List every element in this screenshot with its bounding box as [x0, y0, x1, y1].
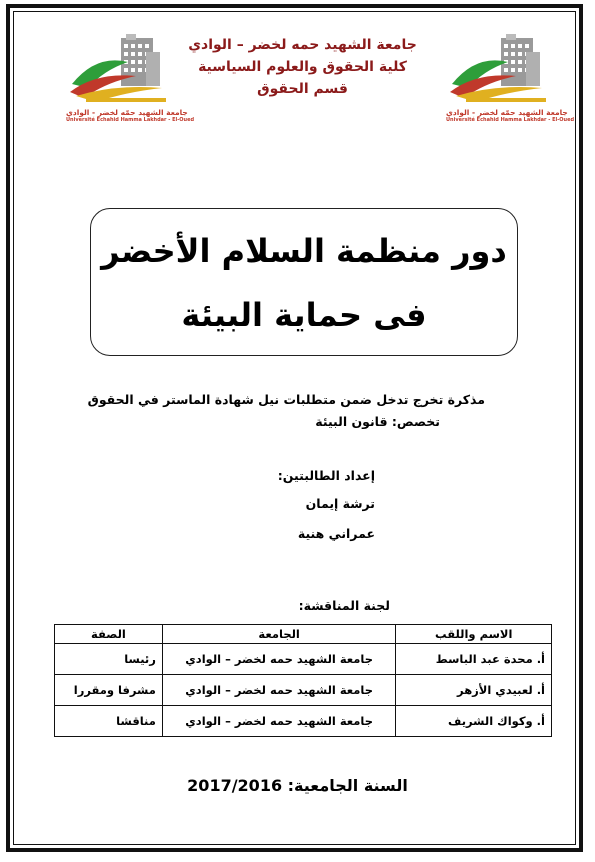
logo-caption-french: Université Echahid Hamma Lakhdar - El-Oued — [446, 117, 575, 123]
member-name: أ. محدة عبد الباسط — [396, 644, 552, 675]
table-row — [55, 644, 552, 675]
column-header-name: الاسم واللقب — [396, 625, 552, 644]
university-emblem-icon — [66, 32, 174, 110]
specialization: تخصص: قانون البيئة — [315, 414, 440, 429]
student-name: ترشة إيمان — [305, 496, 375, 511]
member-role: مشرفا ومقررا — [55, 675, 163, 706]
thesis-description: مذكرة تخرج تدخل ضمن متطلبات نيل شهادة الماستر في الحقوق — [87, 392, 485, 407]
university-logo-left — [66, 32, 195, 123]
student-name: عمراني هنية — [297, 526, 375, 541]
member-name: أ. وكواك الشريف — [396, 706, 552, 737]
table-row — [55, 675, 552, 706]
university-emblem-icon — [446, 32, 554, 110]
member-role: مناقشا — [55, 706, 163, 737]
university-logo-right — [446, 32, 575, 123]
member-role: رئيسا — [55, 644, 163, 675]
logo-caption-arabic: جامعة الشهيد حمّه لخضر - الوادي — [66, 108, 188, 117]
column-header-role: الصفة — [55, 625, 163, 644]
academic-year: السنة الجامعية: 2017/2016 — [187, 776, 408, 795]
member-university: جامعة الشهيد حمه لخضر – الوادي — [162, 706, 396, 737]
member-university: جامعة الشهيد حمه لخضر – الوادي — [162, 644, 396, 675]
column-header-university: الجامعة — [162, 625, 396, 644]
logo-caption-french: Université Echahid Hamma Lakhdar - El-Oued — [66, 117, 195, 123]
committee-label: لجنة المناقشة: — [298, 598, 390, 613]
table-row — [55, 706, 552, 737]
member-university: جامعة الشهيد حمه لخضر – الوادي — [162, 675, 396, 706]
thesis-title-line-1: دور منظمة السلام الأخضر — [101, 232, 507, 270]
institution-header — [170, 34, 435, 100]
university-name: جامعة الشهيد حمه لخضر – الوادي — [188, 37, 417, 53]
prepared-by-label: إعداد الطالبتين: — [277, 468, 375, 483]
member-name: أ. لعبيدي الأزهر — [396, 675, 552, 706]
committee-table — [54, 624, 552, 737]
table-header-row — [55, 625, 552, 644]
thesis-title-line-2: فى حماية البيئة — [181, 296, 427, 334]
logo-caption-arabic: جامعة الشهيد حمّه لخضر - الوادي — [446, 108, 568, 117]
faculty-name: كلية الحقوق والعلوم السياسية — [198, 59, 407, 75]
department-name: قسم الحقوق — [257, 81, 348, 97]
